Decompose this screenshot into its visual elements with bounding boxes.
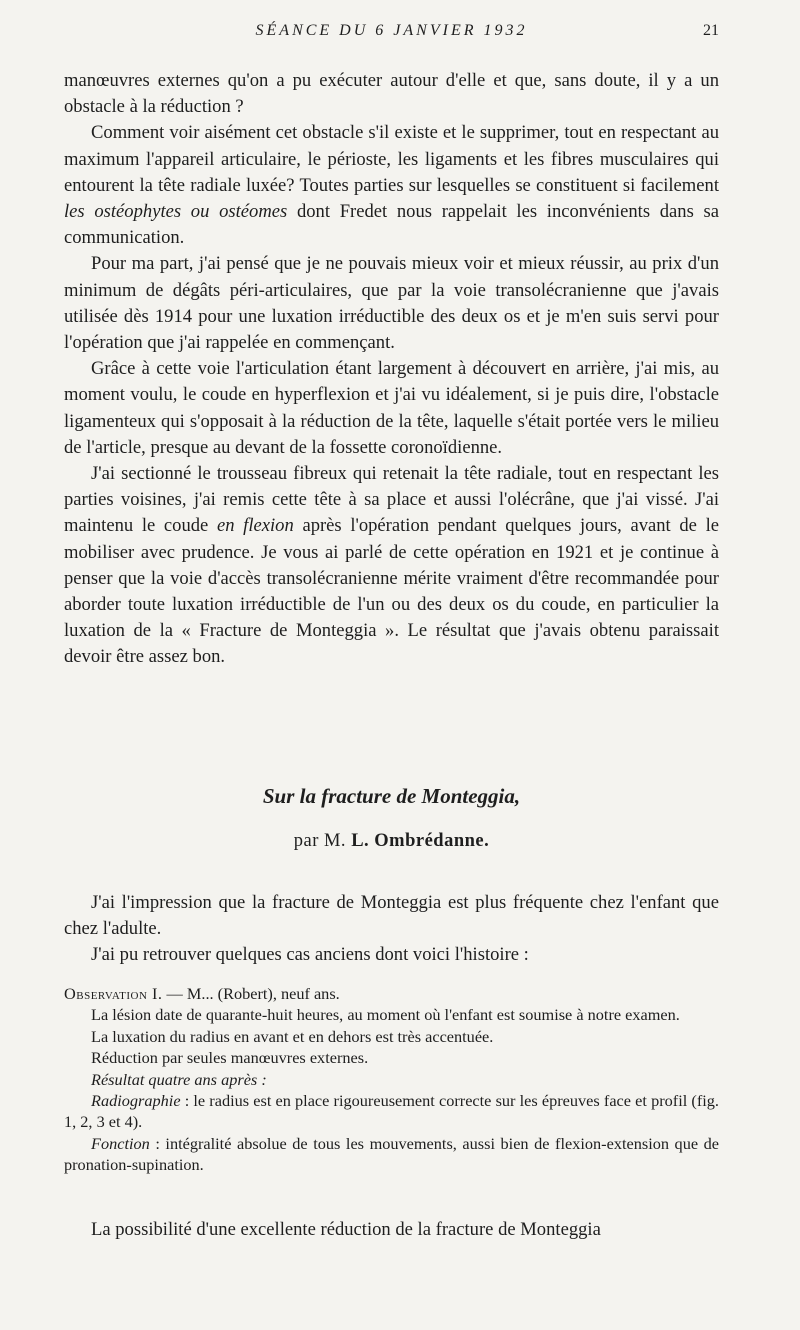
observation-patient: — M... (Robert), neuf ans.: [162, 984, 340, 1003]
radiographie-label: Radiographie: [91, 1091, 181, 1111]
observation-line: Réduction par seules manœuvres externes.: [91, 1048, 369, 1068]
byline: [64, 831, 719, 852]
observation-line: La lésion date de quarante-huit heures, au moment où l'enfant est soumise à notre examen.: [91, 1005, 680, 1025]
radiographie-text: : le radius est en place rigoureusement correcte sur les épreuves face et profil (fig. 1, 2, 3 et 4).: [64, 1091, 719, 1132]
author-name: L. Ombrédanne.: [351, 831, 490, 851]
radiographie-line: [64, 1090, 719, 1133]
running-title: SÉANCE DU 6 JANVIER 1932: [255, 22, 528, 39]
page-number: 21: [703, 22, 719, 39]
fonction-label: Fonction: [91, 1133, 150, 1153]
paragraph: [64, 461, 719, 671]
closing-text: [64, 1217, 719, 1243]
fonction-text: : intégralité absolue de tous les mouvements, aussi bien de flexion-extension que de pronation-supination.: [64, 1133, 719, 1175]
byline-prefix: par M.: [293, 831, 347, 851]
paragraph-text: J'ai sectionné le trousseau fibreux qui retenait la tête radiale, tout en respectant les parties voisines, j'ai remis cette tête à sa place et aussi l'olécrâne, que j'ai vissé. J'ai maintenu le coude: [64, 463, 719, 537]
running-head: [64, 20, 719, 44]
paragraph: manœuvres externes qu'on a pu exécuter autour d'elle et que, sans doute, il y a un obstacle à la réduction ?: [64, 70, 719, 118]
section-title: Sur la fracture de Monteggia,: [262, 784, 521, 808]
paragraph-text: dont Fredet nous rappelait les inconvénients dans sa communication.: [64, 201, 720, 249]
paragraph: Pour ma part, j'ai pensé que je ne pouvais mieux voir et mieux réussir, au prix d'un minimum de dégâts péri-articulaires, que par la voie transolécranienne que j'avais utilisée dès 1914 pour une luxation irréductible des deux os et je m'en suis servi pour l'opération que j'ai rappelée en commençant.: [64, 253, 719, 354]
result-heading: Résultat quatre ans après :: [91, 1069, 267, 1089]
section-text: [64, 890, 719, 969]
paragraph: La possibilité d'une excellente réduction de la fracture de Monteggia: [91, 1219, 601, 1240]
discussion-text: [64, 68, 719, 671]
paragraph-text: après l'opération pendant quelques jours, avant de le mobiliser avec prudence. Je vous ai parlé de cette opération en 1921 et je continue à penser que la voie d'accès transolécranienne mérite vraiment d'être recommandée pour aborder toute luxation irréductible de l'un ou des deux os du coude, en particulier la luxation de la « Fracture de Monteggia ». Le résultat que j'avais obtenu paraissait devoir être assez bon.: [64, 515, 719, 668]
fonction-line: [64, 1133, 719, 1176]
observation-block: [64, 983, 719, 1176]
italic-term: les ostéophytes ou ostéomes: [64, 201, 288, 223]
observation-header: [64, 983, 719, 1004]
observation-line: La luxation du radius en avant et en dehors est très accentuée.: [91, 1026, 494, 1046]
paragraph: Grâce à cette voie l'articulation étant largement à découvert en arrière, j'ai mis, au moment voulu, le coude en hyperflexion et j'ai vu idéalement, si je puis dire, l'obstacle ligamenteux qui s'opposait à la réduction de la tête, laquelle s'était portée vers le milieu de l'article, presque au devant de la fossette coronoïdienne.: [64, 358, 719, 458]
paragraph: [64, 120, 719, 251]
paragraph-text: Comment voir aisément cet obstacle s'il existe et le supprimer, tout en respectant au maximum l'appareil articulaire, le périoste, les ligaments et les fibres musculaires qui entourent la tête radiale luxée? Toutes parties sur lesquelles se constituent si facilement: [64, 122, 719, 196]
observation-label: Observation I.: [64, 984, 163, 1003]
italic-term: en flexion: [216, 515, 294, 537]
paragraph: J'ai pu retrouver quelques cas anciens dont voici l'histoire :: [91, 944, 529, 966]
paragraph: J'ai l'impression que la fracture de Monteggia est plus fréquente chez l'enfant que chez l'adulte.: [64, 892, 719, 940]
